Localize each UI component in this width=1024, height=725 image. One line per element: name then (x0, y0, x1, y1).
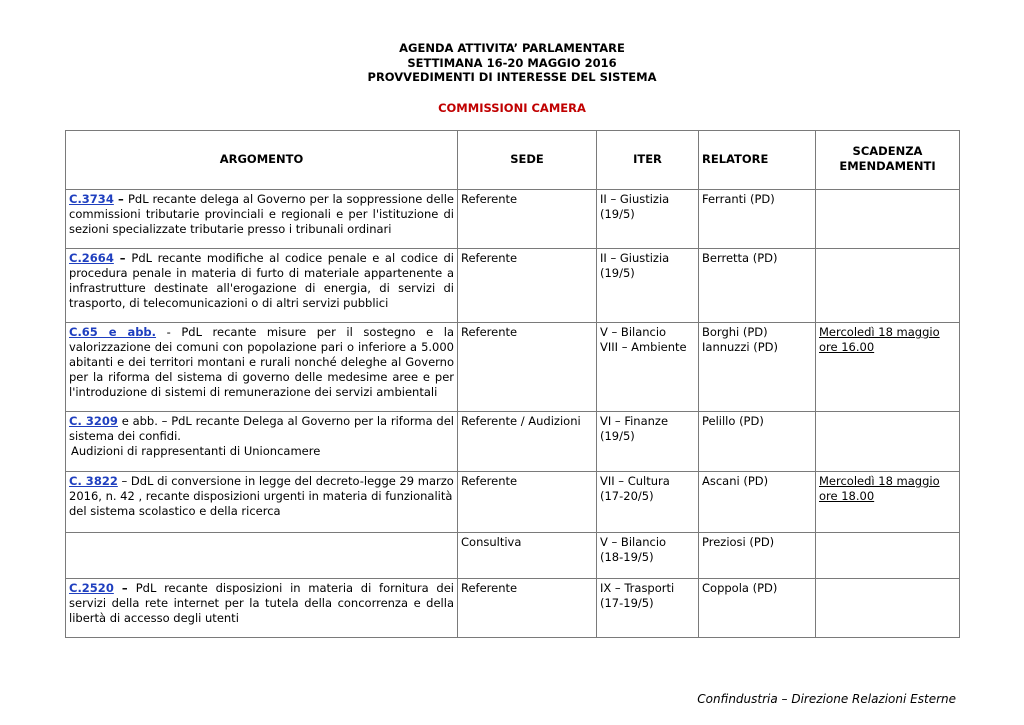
iter-line2: (17-19/5) (600, 596, 654, 610)
bill-separator: – (113, 581, 136, 595)
iter-cell (597, 412, 699, 472)
iter-line1: II – Giustizia (600, 192, 670, 206)
table-row (66, 190, 960, 249)
iter-cell (597, 190, 699, 249)
column-header-iter: ITER (597, 131, 699, 190)
bill-link[interactable]: C.65 e abb. (69, 325, 157, 339)
sede-cell: Referente (458, 579, 597, 638)
argomento-cell (66, 323, 458, 412)
sede-cell: Referente (458, 190, 597, 249)
iter-cell (597, 323, 699, 412)
bill-link[interactable]: C. 3822 (69, 474, 118, 488)
relatore-cell: Berretta (PD) (699, 249, 816, 323)
argomento-extra: Audizioni di rappresentanti di Unioncamere (71, 444, 321, 458)
relatore-cell: Preziosi (PD) (699, 533, 816, 579)
iter-line1: VII – Cultura (600, 474, 670, 488)
iter-line2: (18-19/5) (600, 550, 654, 564)
column-header-sede: SEDE (458, 131, 597, 190)
iter-cell (597, 249, 699, 323)
argomento-text: PdL recante Delega al Governo per la riforma del sistema dei confidi. (69, 414, 454, 443)
scadenza-deadline: Mercoledì 18 maggio ore 18.00 (819, 474, 940, 503)
sede-cell: Referente (458, 472, 597, 533)
scadenza-cell (816, 533, 960, 579)
bill-separator: – (117, 474, 131, 488)
header-title: AGENDA ATTIVITA’ PARLAMENTARE (399, 41, 625, 55)
argomento-text: PdL recante misure per il sostegno e la valorizzazione dei comuni con popolazione pari o inferiore a 5.000 abitanti e dei territori montani e rurali nonché deleghe al Governo per la riforma del sistema di governo delle medesime aree e per l'introduzione di sistemi di remunerazione dei servizi ambientali (69, 325, 455, 399)
argomento-cell (66, 190, 458, 249)
scadenza-cell (816, 579, 960, 638)
iter-line2: (19/5) (600, 266, 635, 280)
bill-separator: – (113, 251, 132, 265)
bill-separator: – (113, 192, 128, 206)
column-header-relatore: RELATORE (699, 131, 816, 190)
bill-separator: e abb. – (117, 414, 172, 428)
table-row (66, 533, 960, 579)
bill-link[interactable]: C.2520 (69, 581, 114, 595)
column-header-argomento: ARGOMENTO (66, 131, 458, 190)
argomento-text: PdL recante delega al Governo per la soppressione delle commissioni tributarie provinciali e regionali e per l'istituzione di sezioni specializzate tributarie presso i tribunali ordinari (69, 192, 454, 236)
header-week: SETTIMANA 16-20 MAGGIO 2016 (407, 55, 617, 70)
argomento-cell (66, 472, 458, 533)
bill-link[interactable]: C. 3209 (69, 414, 118, 428)
table-row (66, 323, 960, 412)
sede-cell: Referente / Audizioni (458, 412, 597, 472)
scadenza-cell (816, 472, 960, 533)
sede-cell: Referente (458, 249, 597, 323)
bill-link[interactable]: C.3734 (69, 192, 114, 206)
iter-cell (597, 579, 699, 638)
relatore-cell: Coppola (PD) (699, 579, 816, 638)
scadenza-cell (816, 190, 960, 249)
column-header-scadenza (816, 131, 960, 190)
argomento-text: PdL recante modifiche al codice penale e al codice di procedura penale in materia di furto di materiale appartenente a infrastrutture destinate all'erogazione di energia, di servizi di trasporto, di telecomunicazioni o di altri servizi pubblici (69, 251, 454, 310)
iter-line2: VIII – Ambiente (600, 340, 687, 354)
iter-line2: (19/5) (600, 207, 635, 221)
table-row (66, 249, 960, 323)
argomento-cell (66, 412, 458, 472)
scadenza-cell (816, 412, 960, 472)
section-title: COMMISSIONI CAMERA (438, 101, 586, 115)
table-row (66, 412, 960, 472)
relatore-cell (699, 323, 816, 412)
iter-line1: V – Bilancio (600, 535, 667, 549)
scadenza-cell (816, 323, 960, 412)
bill-separator: - (156, 325, 182, 339)
sede-cell: Referente (458, 323, 597, 412)
scadenza-deadline: Mercoledì 18 maggio ore 16.00 (819, 325, 940, 354)
argomento-cell (66, 533, 458, 579)
iter-cell (597, 533, 699, 579)
column-header-scadenza-line1: SCADENZA (852, 144, 923, 158)
relatore-line2: Iannuzzi (PD) (702, 340, 778, 354)
agenda-table (65, 130, 960, 638)
table-header-row (66, 131, 960, 190)
sede-cell: Consultiva (458, 533, 597, 579)
argomento-cell (66, 249, 458, 323)
header-subtitle: PROVVEDIMENTI DI INTERESSE DEL SISTEMA (367, 70, 657, 84)
iter-cell (597, 472, 699, 533)
iter-line1: IX – Trasporti (600, 581, 675, 595)
relatore-cell: Ferranti (PD) (699, 190, 816, 249)
scadenza-cell (816, 249, 960, 323)
iter-line1: V – Bilancio (600, 325, 667, 339)
iter-line1: II – Giustizia (600, 251, 670, 265)
relatore-line1: Borghi (PD) (702, 325, 768, 339)
iter-line2: (17-20/5) (600, 489, 654, 503)
column-header-scadenza-line2: EMENDAMENTI (839, 159, 936, 173)
iter-line2: (19/5) (600, 429, 635, 443)
bill-link[interactable]: C.2664 (69, 251, 114, 265)
footer-credit: Confindustria – Direzione Relazioni Esterne (697, 692, 956, 706)
table-row (66, 472, 960, 533)
table-row (66, 579, 960, 638)
relatore-cell: Pelillo (PD) (699, 412, 816, 472)
argomento-text: DdL di conversione in legge del decreto-legge 29 marzo 2016, n. 42 , recante disposizioni urgenti in materia di funzionalità del sistema scolastico e della ricerca (69, 474, 454, 518)
argomento-text: PdL recante disposizioni in materia di fornitura dei servizi della rete internet per la tutela della concorrenza e della libertà di accesso degli utenti (69, 581, 454, 625)
argomento-cell (66, 579, 458, 638)
document-header (0, 41, 1024, 85)
relatore-cell: Ascani (PD) (699, 472, 816, 533)
iter-line1: VI – Finanze (600, 414, 669, 428)
